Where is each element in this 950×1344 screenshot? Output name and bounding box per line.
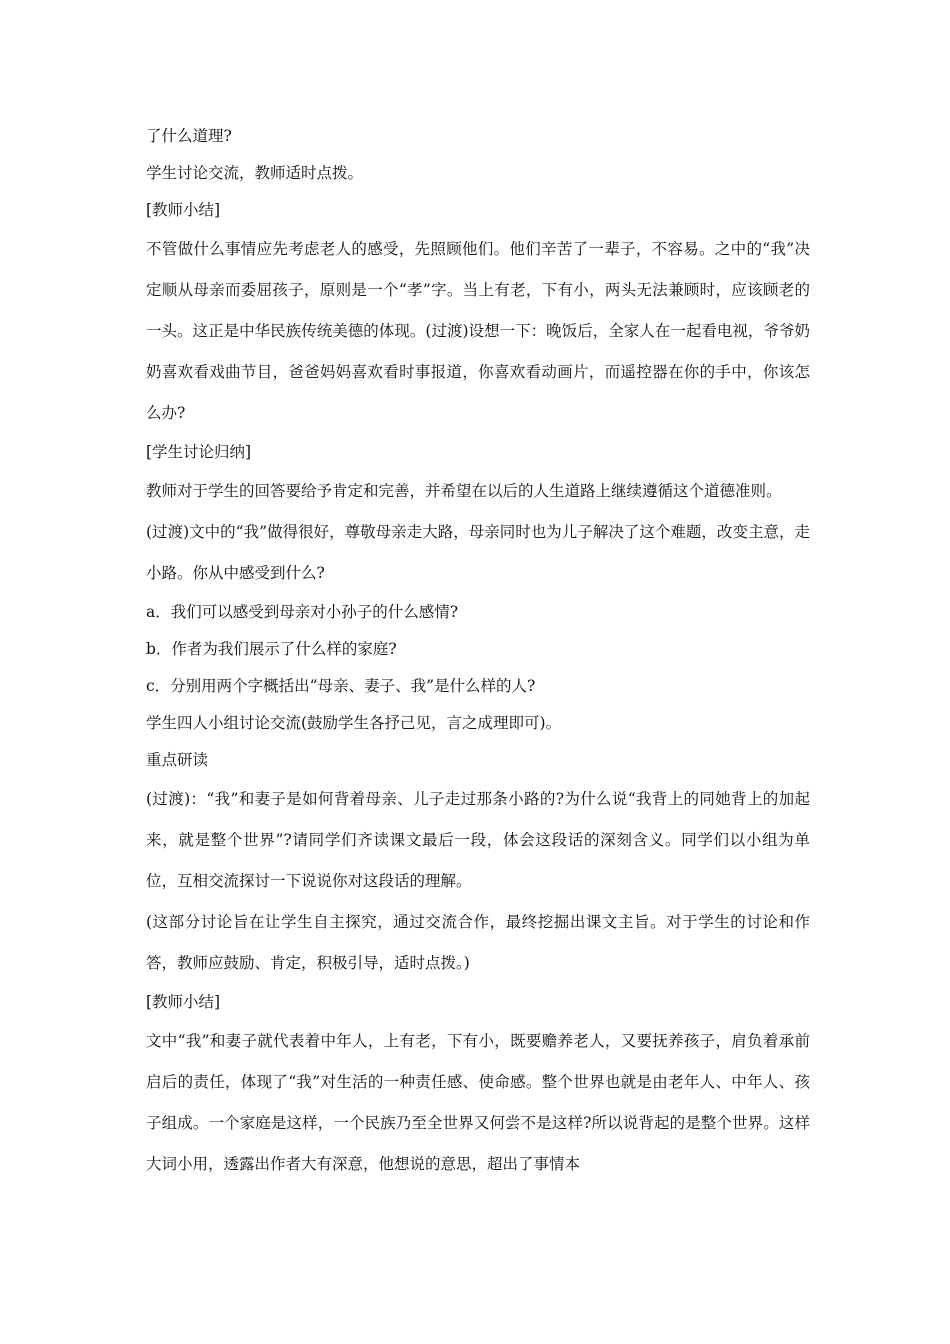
paragraph: 学生四人小组讨论交流(鼓励学生各抒己见，言之成理即可)。 (146, 714, 562, 732)
paragraph: 教师对于学生的回答要给予肯定和完善，并希望在以后的人生道路上继续遵循这个道德准则。 (146, 482, 782, 500)
paragraph: (这部分讨论旨在让学生自主探究，通过交流合作，最终挖掘出课文主旨。对于学生的讨论和作答，教师应鼓励、肯定，积极引导，适时点拨。) (146, 913, 810, 972)
section-heading: [教师小结] (146, 993, 221, 1011)
section-heading: [教师小结] (146, 201, 221, 219)
paragraph: 不管做什么事情应先考虑老人的感受，先照顾他们。他们辛苦了一辈子，不容易。之中的“我”决定顺从母亲而委屈孩子，原则是一个“孝”字。当上有老，下有小，两头无法兼顾时，应该顾老的一头。这正是中华民族传统美德的体现。(过渡)设想一下：晚饭后，全家人在一起看电视，爷爷奶奶喜欢看戏曲节目，爸爸妈妈喜欢看时事报道，你喜欢看动画片，而遥控器在你的手中，你该怎么办? (146, 240, 810, 422)
question-item: a．我们可以感受到母亲对小孙子的什么感情? (146, 603, 459, 621)
section-heading: 重点研读 (146, 751, 209, 769)
question-item: c．分别用两个字概括出“母亲、妻子、我”是什么样的人? (146, 677, 536, 695)
question-item: b．作者为我们展示了什么样的家庭? (146, 640, 397, 658)
paragraph: (过渡)：“我”和妻子是如何背着母亲、儿子走过那条小路的?为什么说“我背上的同她背上的加起来，就是整个世界”?请同学们齐读课文最后一段，体会这段话的深刻含义。同学们以小组为单位，互相交流探讨一下说说你对这段话的理解。 (146, 790, 810, 890)
section-heading: [学生讨论归纳] (146, 443, 252, 461)
paragraph: 文中“我”和妻子就代表着中年人，上有老，下有小，既要赡养老人，又要抚养孩子，肩负着承前启后的责任，体现了“我”对生活的一种责任感、使命感。整个世界也就是由老年人、中年人、孩子组成。一个家庭是这样，一个民族乃至全世界又何尝不是这样?所以说背起的是整个世界。这样大词小用，透露出作者大有深意，他想说的意思，超出了事情本 (146, 1032, 810, 1173)
paragraph: (过渡)文中的“我”做得很好，尊敬母亲走大路，母亲同时也为儿子解决了这个难题，改变主意，走小路。你从中感受到什么? (146, 523, 810, 582)
paragraph: 学生讨论交流，教师适时点拨。 (146, 164, 364, 182)
document-body (146, 118, 810, 1185)
paragraph: 了什么道理? (146, 127, 232, 145)
